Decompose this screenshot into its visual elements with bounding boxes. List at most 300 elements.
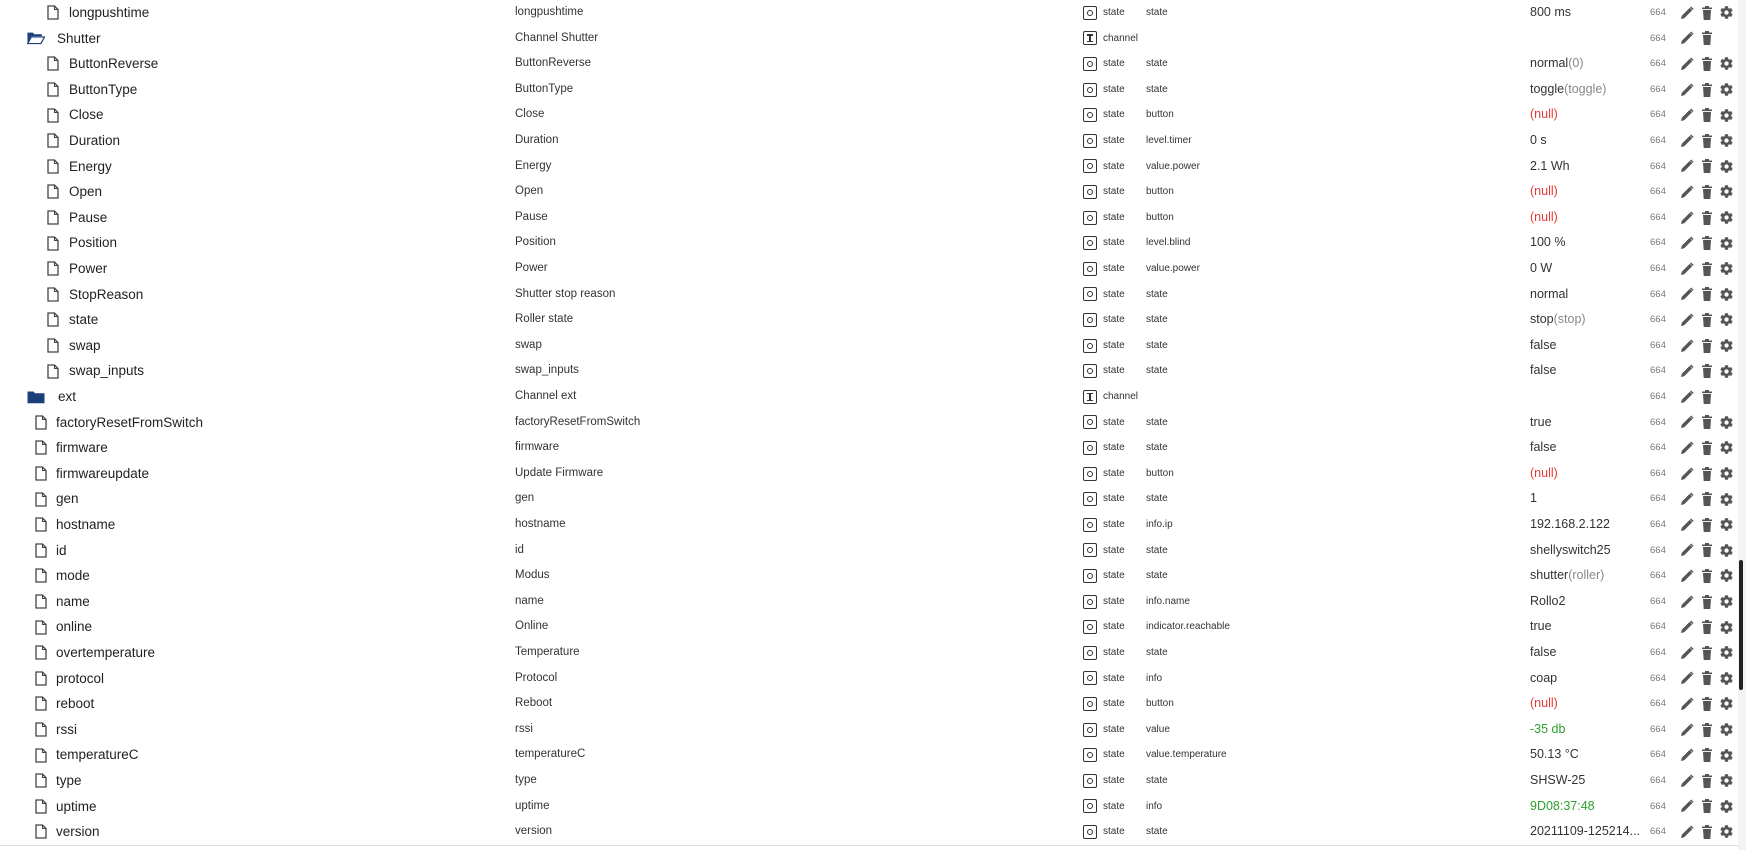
object-type-label: state [1103,723,1125,735]
settings-gear-icon[interactable] [1718,311,1735,328]
object-value[interactable] [1530,794,1595,820]
row-actions [1678,666,1735,692]
table-row[interactable] [0,358,1734,384]
table-row[interactable] [0,205,1734,231]
table-row[interactable] [0,77,1734,103]
object-id[interactable]: protocol [56,670,105,686]
row-actions [1678,333,1735,359]
table-row[interactable] [0,384,1734,410]
object-id[interactable]: mode [56,568,90,584]
settings-gear-icon[interactable] [1718,491,1735,508]
edit-icon[interactable] [1678,132,1695,149]
state-type-icon [1083,83,1097,97]
object-value[interactable] [1530,358,1556,384]
settings-gear-icon[interactable] [1718,695,1735,712]
object-value[interactable] [1530,538,1611,564]
object-value[interactable] [1530,742,1579,768]
folder-open-icon[interactable] [27,26,45,52]
object-value[interactable] [1530,461,1558,487]
object-value[interactable] [1530,333,1556,359]
delete-icon[interactable] [1698,619,1715,636]
delete-icon[interactable] [1698,4,1715,21]
edit-icon[interactable] [1678,337,1695,354]
object-acl: 664 [1650,416,1666,428]
object-name: uptime [515,799,550,812]
object-value-text: true [1530,414,1552,429]
object-role: state [1146,7,1168,18]
object-name: gen [515,492,535,505]
object-id[interactable]: id [56,542,67,558]
object-id[interactable]: Open [69,184,103,200]
object-id[interactable]: Energy [69,158,112,174]
object-value[interactable] [1530,0,1571,26]
object-value-text: normal [1530,56,1569,71]
object-name: Close [515,108,545,121]
table-row[interactable] [0,230,1734,256]
object-value[interactable] [1530,282,1568,308]
object-id[interactable]: Pause [69,209,108,225]
object-value[interactable] [1530,307,1586,333]
edit-icon[interactable] [1678,55,1695,72]
delete-icon[interactable] [1698,721,1715,738]
delete-icon[interactable] [1698,465,1715,482]
edit-icon[interactable] [1678,772,1695,789]
delete-icon[interactable] [1698,260,1715,277]
edit-icon[interactable] [1678,644,1695,661]
row-actions [1678,589,1735,615]
object-type [1083,77,1125,103]
object-value-text: Rollo2 [1530,593,1566,608]
edit-icon[interactable] [1678,619,1695,636]
object-id[interactable]: Power [69,261,108,276]
object-acl: 664 [1650,211,1666,223]
table-row[interactable] [0,794,1734,820]
delete-icon[interactable] [1698,337,1715,354]
delete-icon[interactable] [1698,388,1715,405]
delete-icon[interactable] [1698,695,1715,712]
row-actions [1678,768,1735,794]
object-value-text: -35 db [1530,721,1566,736]
row-actions [1678,512,1735,538]
edit-icon[interactable] [1678,30,1695,47]
object-type [1083,333,1125,359]
delete-icon[interactable] [1698,439,1715,456]
delete-icon[interactable] [1698,644,1715,661]
state-type-icon [1083,415,1097,429]
object-acl: 664 [1650,493,1666,505]
table-row[interactable] [0,102,1734,128]
edit-icon[interactable] [1678,183,1695,200]
object-id[interactable]: Close [69,107,104,123]
object-type [1083,589,1125,615]
object-id[interactable]: temperatureC [56,747,139,763]
table-row[interactable] [0,307,1734,333]
delete-icon[interactable] [1698,183,1715,200]
object-value[interactable] [1530,128,1547,154]
object-value[interactable] [1530,819,1640,845]
edit-icon[interactable] [1678,260,1695,277]
object-id[interactable]: state [69,312,99,328]
state-type-icon [1083,774,1097,788]
object-id[interactable]: name [56,593,90,609]
table-row[interactable] [0,486,1734,512]
file-icon [32,486,50,512]
settings-gear-icon[interactable] [1718,721,1735,738]
folder-icon[interactable] [27,384,45,410]
table-row[interactable] [0,26,1734,52]
object-type-label: state [1103,698,1125,710]
table-row[interactable] [0,256,1734,282]
object-id[interactable]: firmwareupdate [56,465,150,481]
object-name: Protocol [515,671,558,684]
object-id[interactable]: hostname [56,517,116,532]
settings-gear-icon[interactable] [1718,81,1735,98]
settings-gear-icon[interactable] [1718,644,1735,661]
table-row[interactable] [0,717,1734,743]
delete-icon[interactable] [1698,567,1715,584]
object-type [1083,794,1125,820]
object-role: info.name [1146,595,1190,607]
table-row[interactable] [0,768,1734,794]
delete-icon[interactable] [1698,30,1715,47]
delete-icon[interactable] [1698,363,1715,380]
object-value[interactable] [1530,77,1606,103]
object-value[interactable] [1530,102,1558,128]
edit-icon[interactable] [1678,158,1695,175]
delete-icon[interactable] [1698,772,1715,789]
state-type-icon [1083,262,1097,276]
object-value-text: 9D08:37:48 [1530,798,1595,813]
state-type-icon [1083,159,1097,173]
object-value[interactable] [1530,435,1556,461]
edit-icon[interactable] [1678,4,1695,21]
row-actions [1678,307,1735,333]
delete-icon[interactable] [1698,286,1715,303]
state-type-icon [1083,364,1097,378]
state-type-icon [1083,543,1097,557]
object-id[interactable]: rssi [56,721,77,737]
row-actions [1678,486,1735,512]
object-value[interactable] [1530,512,1610,538]
object-role: state [1146,365,1168,377]
object-id[interactable]: version [56,824,100,840]
object-type [1083,691,1125,717]
edit-icon[interactable] [1678,747,1695,764]
file-icon [32,768,50,794]
object-value[interactable] [1530,614,1552,640]
settings-gear-icon[interactable] [1718,542,1735,559]
delete-icon[interactable] [1698,55,1715,72]
object-role: info [1146,800,1163,812]
object-value-text: 20211109-125214... [1530,824,1641,839]
edit-icon[interactable] [1678,439,1695,456]
object-acl: 664 [1650,595,1666,607]
object-id[interactable]: firmware [56,440,108,456]
table-row[interactable] [0,512,1734,538]
object-id[interactable]: ButtonType [69,81,138,97]
object-value-text: shellyswitch25 [1530,542,1611,557]
file-icon [32,640,50,666]
object-type [1083,435,1125,461]
object-value[interactable] [1530,51,1584,77]
settings-gear-icon[interactable] [1718,439,1735,456]
settings-gear-icon[interactable] [1718,4,1735,21]
object-type [1083,307,1125,333]
state-type-icon [1083,108,1097,122]
settings-gear-icon[interactable] [1718,286,1735,303]
object-type-label: state [1103,83,1125,95]
edit-icon[interactable] [1678,311,1695,328]
object-role: value.temperature [1146,749,1227,761]
object-value[interactable] [1530,179,1558,205]
delete-icon[interactable] [1698,798,1715,815]
delete-icon[interactable] [1698,670,1715,687]
object-value-text: normal [1530,286,1569,301]
delete-icon[interactable] [1698,491,1715,508]
settings-gear-icon[interactable] [1718,619,1735,636]
object-role: state [1146,826,1168,838]
object-id[interactable]: StopReason [69,286,144,302]
file-icon [44,154,62,180]
delete-icon[interactable] [1698,132,1715,149]
table-row[interactable] [0,640,1734,666]
table-row[interactable] [0,614,1734,640]
settings-gear-icon[interactable] [1718,747,1735,764]
settings-gear-icon[interactable] [1718,107,1735,124]
object-id[interactable]: online [56,619,93,635]
settings-gear-icon[interactable] [1718,132,1735,149]
object-id[interactable]: Position [69,235,118,251]
edit-icon[interactable] [1678,567,1695,584]
edit-icon[interactable] [1678,235,1695,252]
edit-icon[interactable] [1678,414,1695,431]
settings-gear-icon[interactable] [1718,158,1735,175]
object-value[interactable] [1530,230,1565,256]
table-row[interactable] [0,0,1734,26]
object-id[interactable]: overtemperature [56,645,156,660]
object-id[interactable]: ButtonReverse [69,56,159,72]
object-type-label: state [1103,775,1125,786]
object-type [1083,358,1125,384]
object-type [1083,179,1125,205]
state-type-icon [1083,569,1097,583]
settings-gear-icon[interactable] [1718,772,1735,789]
delete-icon[interactable] [1698,823,1715,840]
object-value-text: coap [1530,670,1558,685]
file-icon [32,666,50,692]
object-value-text: false [1530,363,1557,378]
delete-icon[interactable] [1698,311,1715,328]
state-type-icon [1083,313,1097,327]
object-value[interactable] [1530,256,1552,282]
object-id[interactable]: swap [69,337,101,353]
object-value[interactable] [1530,717,1565,743]
table-row[interactable] [0,128,1734,154]
object-id[interactable]: gen [56,491,79,507]
delete-icon[interactable] [1698,107,1715,124]
object-value[interactable] [1530,589,1565,615]
table-row[interactable] [0,410,1734,436]
settings-gear-icon[interactable] [1718,235,1735,252]
table-row[interactable] [0,538,1734,564]
edit-icon[interactable] [1678,542,1695,559]
object-value-text: toggle [1530,81,1565,96]
object-name: Modus [515,569,550,582]
delete-icon[interactable] [1698,542,1715,559]
object-name: Duration [515,134,559,146]
object-value[interactable] [1530,563,1604,589]
object-role: state [1146,775,1168,786]
table-row[interactable] [0,563,1734,589]
object-id[interactable]: type [56,773,82,788]
settings-gear-icon[interactable] [1718,516,1735,533]
edit-icon[interactable] [1678,823,1695,840]
object-value[interactable] [1530,691,1558,717]
object-id[interactable]: Shutter [57,30,101,46]
settings-gear-icon[interactable] [1718,465,1735,482]
object-value[interactable] [1530,486,1537,512]
object-type-label: channel [1103,391,1139,402]
object-value[interactable] [1530,768,1585,794]
table-row[interactable] [0,742,1734,768]
table-row[interactable] [0,282,1734,308]
row-actions [1678,538,1735,564]
object-value[interactable] [1530,154,1570,180]
object-name: longpushtime [515,6,584,18]
object-value[interactable] [1530,205,1558,231]
object-role: button [1146,109,1174,121]
edit-icon[interactable] [1678,465,1695,482]
edit-icon[interactable] [1678,286,1695,303]
object-name: Power [515,262,548,274]
file-icon [32,461,50,487]
table-row[interactable] [0,154,1734,180]
settings-gear-icon[interactable] [1718,414,1735,431]
edit-icon[interactable] [1678,593,1695,610]
file-icon [44,307,62,333]
object-id[interactable]: Duration [69,133,121,148]
table-row[interactable] [0,691,1734,717]
settings-gear-icon[interactable] [1718,183,1735,200]
object-value[interactable] [1530,666,1557,692]
object-type-label: state [1103,595,1125,607]
table-row[interactable] [0,666,1734,692]
delete-icon[interactable] [1698,235,1715,252]
edit-icon[interactable] [1678,209,1695,226]
table-row[interactable] [0,179,1734,205]
object-type [1083,26,1138,52]
object-acl: 664 [1650,58,1666,70]
object-value[interactable] [1530,410,1552,436]
object-id[interactable]: reboot [56,696,95,712]
delete-icon[interactable] [1698,593,1715,610]
settings-gear-icon[interactable] [1718,209,1735,226]
edit-icon[interactable] [1678,491,1695,508]
object-type-label: state [1103,339,1125,351]
object-role: state [1146,647,1168,658]
object-id[interactable]: longpushtime [69,5,150,20]
settings-gear-icon[interactable] [1718,55,1735,72]
settings-gear-icon[interactable] [1718,567,1735,584]
table-row[interactable] [0,435,1734,461]
table-row[interactable] [0,819,1734,845]
object-id[interactable]: swap_inputs [69,363,145,379]
table-row[interactable] [0,51,1734,77]
object-type [1083,640,1125,666]
object-id[interactable]: ext [58,389,77,404]
settings-gear-icon[interactable] [1718,337,1735,354]
file-icon [32,794,50,820]
delete-icon[interactable] [1698,209,1715,226]
object-type [1083,205,1125,231]
edit-icon[interactable] [1678,798,1695,815]
settings-gear-icon[interactable] [1718,363,1735,380]
delete-icon[interactable] [1698,414,1715,431]
edit-icon[interactable] [1678,81,1695,98]
object-acl: 664 [1650,237,1666,249]
object-name: Reboot [515,697,553,710]
object-type [1083,512,1125,538]
file-icon [44,102,62,128]
object-type-label: state [1103,647,1125,658]
object-id[interactable]: uptime [56,798,97,814]
object-role: state [1146,544,1168,556]
object-type-label: state [1103,365,1125,377]
table-row[interactable] [0,333,1734,359]
settings-gear-icon[interactable] [1718,823,1735,840]
edit-icon[interactable] [1678,721,1695,738]
settings-gear-icon[interactable] [1718,670,1735,687]
object-id[interactable]: factoryResetFromSwitch [56,414,204,430]
object-acl: 664 [1650,621,1666,633]
object-acl: 664 [1650,698,1666,710]
settings-gear-icon[interactable] [1718,593,1735,610]
object-type-label: state [1103,237,1125,249]
file-icon [44,256,62,282]
edit-icon[interactable] [1678,670,1695,687]
scrollbar-thumb[interactable] [1739,560,1743,690]
edit-icon[interactable] [1678,516,1695,533]
object-name: Update Firmware [515,466,604,479]
delete-icon[interactable] [1698,158,1715,175]
table-row[interactable] [0,461,1734,487]
edit-icon[interactable] [1678,363,1695,380]
object-value-text: (null) [1530,209,1558,224]
object-name: type [515,774,537,786]
settings-gear-icon[interactable] [1718,798,1735,815]
delete-icon[interactable] [1698,516,1715,533]
file-icon [32,717,50,743]
object-value[interactable] [1530,640,1556,666]
file-icon [32,512,50,538]
table-row[interactable] [0,589,1734,615]
row-actions [1678,742,1735,768]
object-name: name [515,594,544,607]
object-type-label: state [1103,826,1125,838]
edit-icon[interactable] [1678,695,1695,712]
state-type-icon [1083,723,1097,737]
delete-icon[interactable] [1698,747,1715,764]
object-name: Channel ext [515,390,577,402]
row-actions [1678,51,1735,77]
vertical-scrollbar[interactable] [1738,0,1746,850]
delete-icon[interactable] [1698,81,1715,98]
edit-icon[interactable] [1678,107,1695,124]
state-type-icon [1083,467,1097,481]
edit-icon[interactable] [1678,388,1695,405]
state-type-icon [1083,492,1097,506]
settings-gear-icon[interactable] [1718,260,1735,277]
